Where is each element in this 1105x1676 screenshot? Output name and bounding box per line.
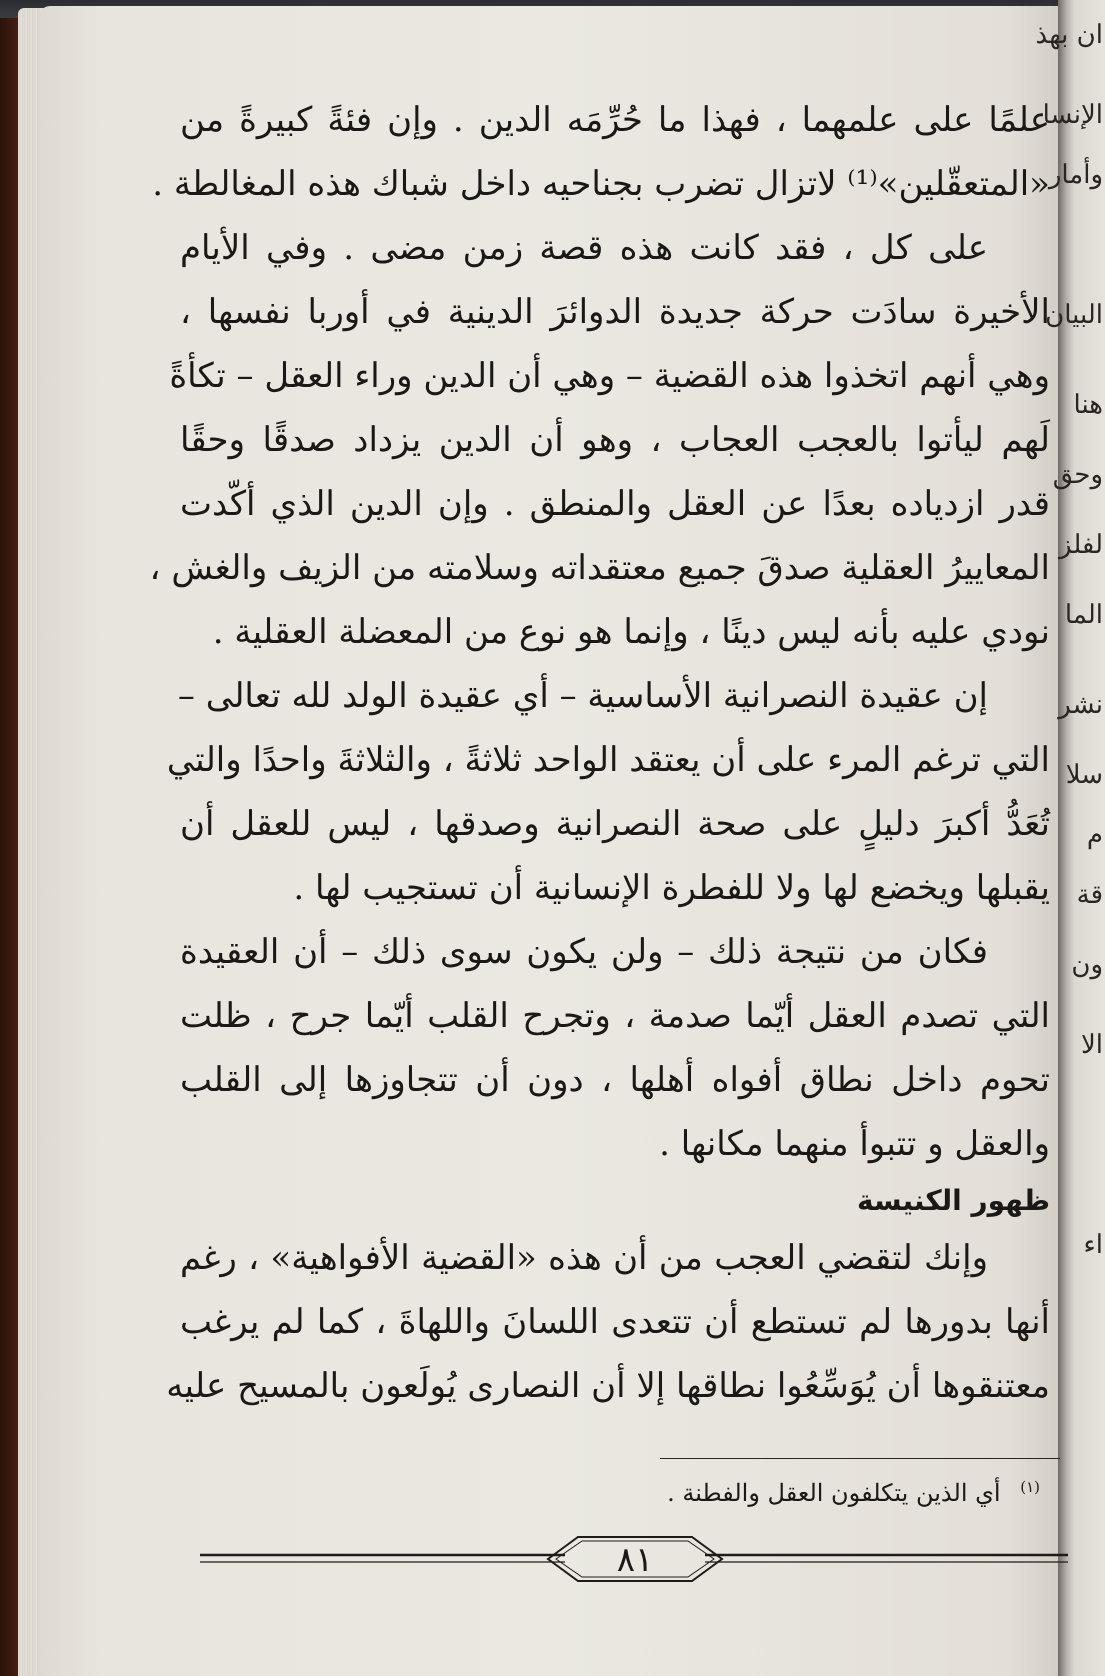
footnote-text: أي الذين يتكلفون العقل والفطنة . bbox=[667, 1479, 1001, 1507]
facing-page-fragment: اء bbox=[1083, 1230, 1103, 1260]
facing-page-fragment: هنا bbox=[1073, 390, 1103, 420]
facing-page bbox=[1035, 0, 1105, 1676]
text-line: على كل ، فقد كانت هذه قصة زمن مضى . وفي الأيام bbox=[180, 228, 988, 268]
facing-page-fragment: وحق bbox=[1052, 460, 1103, 490]
text-line: تُعَدُّ أكبرَ دليلٍ على صحة النصرانية وصدقها ، ليس للعقل أن bbox=[180, 804, 1050, 844]
text-line: المعاييرُ العقلية صدقَ جميع معتقداته وسلامته من الزيف والغش ، bbox=[149, 548, 1050, 588]
facing-page-fragment: سلا bbox=[1065, 760, 1103, 790]
facing-page-fragment: نشر bbox=[1058, 690, 1103, 720]
text-line: إن عقيدة النصرانية الأساسية – أي عقيدة الولد لله تعالى – bbox=[177, 676, 988, 716]
text-line: معتنقوها أن يُوَسِّعُوا نطاقها إلا أن النصارى يُولَعون بالمسيح عليه bbox=[166, 1366, 1050, 1406]
footnote-divider bbox=[660, 1458, 1060, 1459]
body-text bbox=[149, 88, 1050, 1418]
text-line: التي ترغم المرء على أن يعتقد الواحد ثلاثةً ، والثلاثةَ واحدًا والتي bbox=[166, 740, 1050, 780]
text-line: علمًا على علمهما ، فهذا ما حُرِّمَه الدين . وإن فئةً كبيرةً من bbox=[180, 100, 1050, 140]
text-line: التي تصدم العقل أيّما صدمة ، وتجرح القلب أيّما جرح ، ظلت bbox=[180, 996, 1050, 1036]
text-line: أنها بدورها لم تستطع أن تتعدى اللسانَ واللهاةَ ، كما لم يرغب bbox=[180, 1302, 1050, 1342]
facing-page-fragment: ون bbox=[1071, 950, 1103, 980]
text-line: «المتعقّلين»⁽¹⁾ لاتزال تضرب بجناحيه داخل شباك هذه المغالطة . bbox=[152, 164, 1050, 204]
footnote-marker: (١) bbox=[1020, 1478, 1040, 1496]
facing-page-fragment: قة bbox=[1076, 880, 1103, 910]
text-line: قدر ازدياده بعدًا عن العقل والمنطق . وإن الدين الذي أكّدت bbox=[180, 484, 1050, 524]
facing-page-fragment: ان بهذ bbox=[1035, 20, 1103, 50]
text-line: وإنك لتقضي العجب من أن هذه «القضية الأفواهية» ، رغم bbox=[180, 1238, 988, 1278]
text-line: تحوم داخل نطاق أفواه أهلها ، دون أن تتجاوزها إلى القلب bbox=[180, 1060, 1050, 1100]
text-line: والعقل و تتبوأ منهما مكانها . bbox=[659, 1124, 1050, 1164]
text-line: لَهم ليأتوا بالعجب العجاب ، وهو أن الدين يزداد صدقًا وحقًا bbox=[180, 420, 1050, 460]
facing-page-fragment: م bbox=[1086, 820, 1103, 850]
page-number-ornament bbox=[200, 1531, 1070, 1591]
text-line: فكان من نتيجة ذلك – ولن يكون سوى ذلك – أن العقيدة bbox=[180, 932, 988, 972]
section-heading: ظهور الكنيسة bbox=[856, 1184, 1050, 1217]
facing-page-fragment: وأمار bbox=[1048, 160, 1103, 190]
text-line: نودي عليه بأنه ليس دينًا ، وإنما هو نوع من المعضلة العقلية . bbox=[212, 612, 1050, 652]
facing-page-fragment: البيان bbox=[1045, 300, 1103, 330]
facing-page-fragment: الا bbox=[1080, 1030, 1103, 1060]
facing-page-fragment: لفلز bbox=[1058, 530, 1103, 560]
facing-page-fragment: الما bbox=[1064, 600, 1103, 630]
page-number: ٨١ bbox=[616, 1540, 654, 1580]
text-line: يقبلها ويخضع لها ولا للفطرة الإنسانية أن تستجيب لها . bbox=[293, 868, 1050, 908]
text-line: الأخيرة سادَت حركة جديدة الدوائرَ الدينية في أوربا نفسها ، bbox=[180, 292, 1050, 332]
facing-page-fragment: الإنسا bbox=[1042, 100, 1103, 130]
footnote bbox=[500, 1478, 1040, 1507]
text-line: وهي أنهم اتخذوا هذه القضية – وهي أن الدين وراء العقل – تكأةً bbox=[169, 356, 1050, 396]
